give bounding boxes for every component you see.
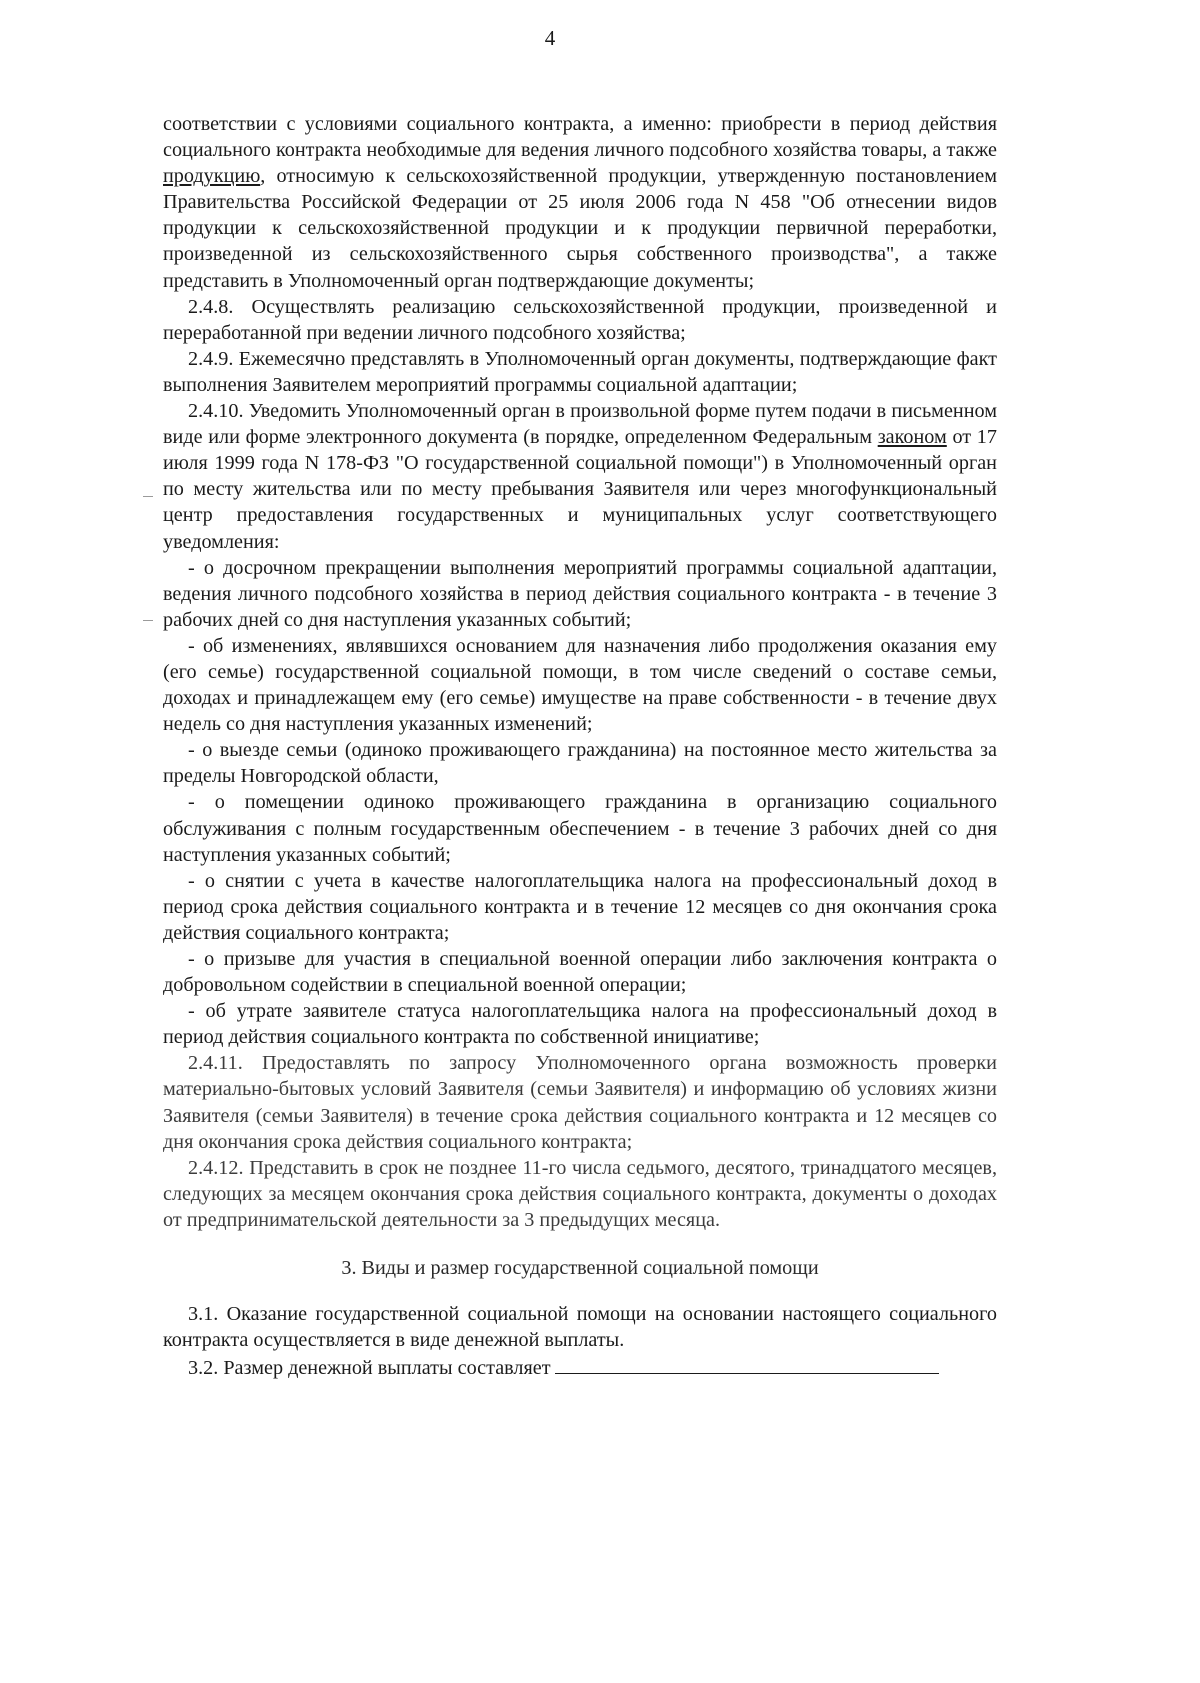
payment-amount-blank[interactable] — [555, 1357, 939, 1374]
list-item: - о помещении одиноко проживающего гражданина в организацию социального обслуживания с полным государственным обеспечением - в течение 3 рабочих дней со дня наступления указанных событий; — [163, 791, 997, 866]
document-body — [163, 111, 997, 1381]
paragraph-3-2 — [163, 1355, 997, 1381]
page-number: 4 — [544, 26, 556, 50]
list-item: - об утрате заявителе статуса налогоплательщика налога на профессиональный доход в период действия социального контракта по собственной инициативе; — [163, 1000, 997, 1049]
paragraph-2-4-11: 2.4.11. Предоставлять по запросу Уполномоченного органа возможность проверки материально-бытовых условий Заявителя (семьи Заявителя) и информацию об условиях жизни Заявителя (семьи Заявителя) в течение срока действия социального контракта и 12 месяцев со дня окончания срока действия социального контракта; — [163, 1052, 997, 1153]
paragraph-2-4-10 — [163, 398, 997, 555]
link-law[interactable]: законом — [877, 426, 947, 449]
paragraph-3-1: 3.1. Оказание государственной социальной помощи на основании настоящего социального контракта осуществляется в виде денежной выплаты. — [163, 1303, 997, 1352]
text-run: 2.4.10. Уведомить Уполномоченный орган в произвольной форме путем подачи в письменном виде или форме электронного документа (в порядке, определенном Федеральным — [163, 400, 997, 449]
list-item: - о призыве для участия в специальной военной операции либо заключения контракта о добровольном содействии в специальной военной операции; — [163, 948, 997, 997]
section-3-heading: 3. Виды и размер государственной социальной помощи — [341, 1257, 819, 1280]
list-item: - о снятии с учета в качестве налогоплательщика налога на профессиональный доход в период срока действия социального контракта и в течение 12 месяцев со дня окончания срока действия социального контракта; — [163, 869, 997, 944]
margin-mark — [143, 496, 153, 497]
paragraph-2-4-8: 2.4.8. Осуществлять реализацию сельскохозяйственной продукции, произведенной и переработанной при ведении личного подсобного хозяйства; — [163, 295, 997, 344]
list-item: - о досрочном прекращении выполнения мероприятий программы социальной адаптации, ведения личного подсобного хозяйства в период действия социального контракта - в течение 3 рабочих дней со дня наступления указанных событий; — [163, 556, 997, 631]
text-run: , относимую к сельскохозяйственной продукции, утвержденную постановлением Правительства Российской Федерации от 25 июля 2006 года N 458 "Об отнесении видов продукции к сельскохозяйственной продукции и к продукции первичной переработки, произведенной из сельскохозяйственного сырья собственного производства", а также представить в Уполномоченный орган подтверждающие документы; — [163, 165, 997, 292]
paragraph-2-4-12: 2.4.12. Представить в срок не позднее 11-го числа седьмого, десятого, тринадцатого месяцев, следующих за месяцем окончания срока действия социального контракта, документы о доходах от предпринимательской деятельности за 3 предыдущих месяца. — [163, 1156, 997, 1231]
text-run: соответствии с условиями социального контракта, а именно: приобрести в период действия социального контракта необходимые для ведения личного подсобного хозяйства товары, а также — [163, 113, 997, 162]
link-products[interactable]: продукцию — [163, 165, 261, 188]
list-item: - об изменениях, являвшихся основанием для назначения либо продолжения оказания ему (его семье) государственной социальной помощи, в том числе сведений о составе семьи, доходах и принадлежащем ему (его семье) имуществе на праве собственности - в течение двух недель со дня наступления указанных изменений; — [163, 634, 997, 736]
text-run: от 17 июля 1999 года N 178-ФЗ "О государственной социальной помощи") в Уполномоченный орган по месту жительства или по месту пребывания Заявителя или через многофункциональный центр предоставления государственных и муниципальных услуг соответствующего уведомления: — [163, 426, 997, 553]
margin-mark — [143, 620, 153, 621]
paragraph-2-4-9: 2.4.9. Ежемесячно представлять в Уполномоченный орган документы, подтверждающие факт выполнения Заявителем мероприятий программы социальной адаптации; — [163, 347, 997, 396]
payment-amount-label: 3.2. Размер денежной выплаты составляет — [188, 1357, 551, 1380]
paragraph-continuation — [163, 111, 997, 294]
list-item: - о выезде семьи (одиноко проживающего гражданина) на постоянное место жительства за пределы Новгородской области, — [163, 739, 997, 788]
